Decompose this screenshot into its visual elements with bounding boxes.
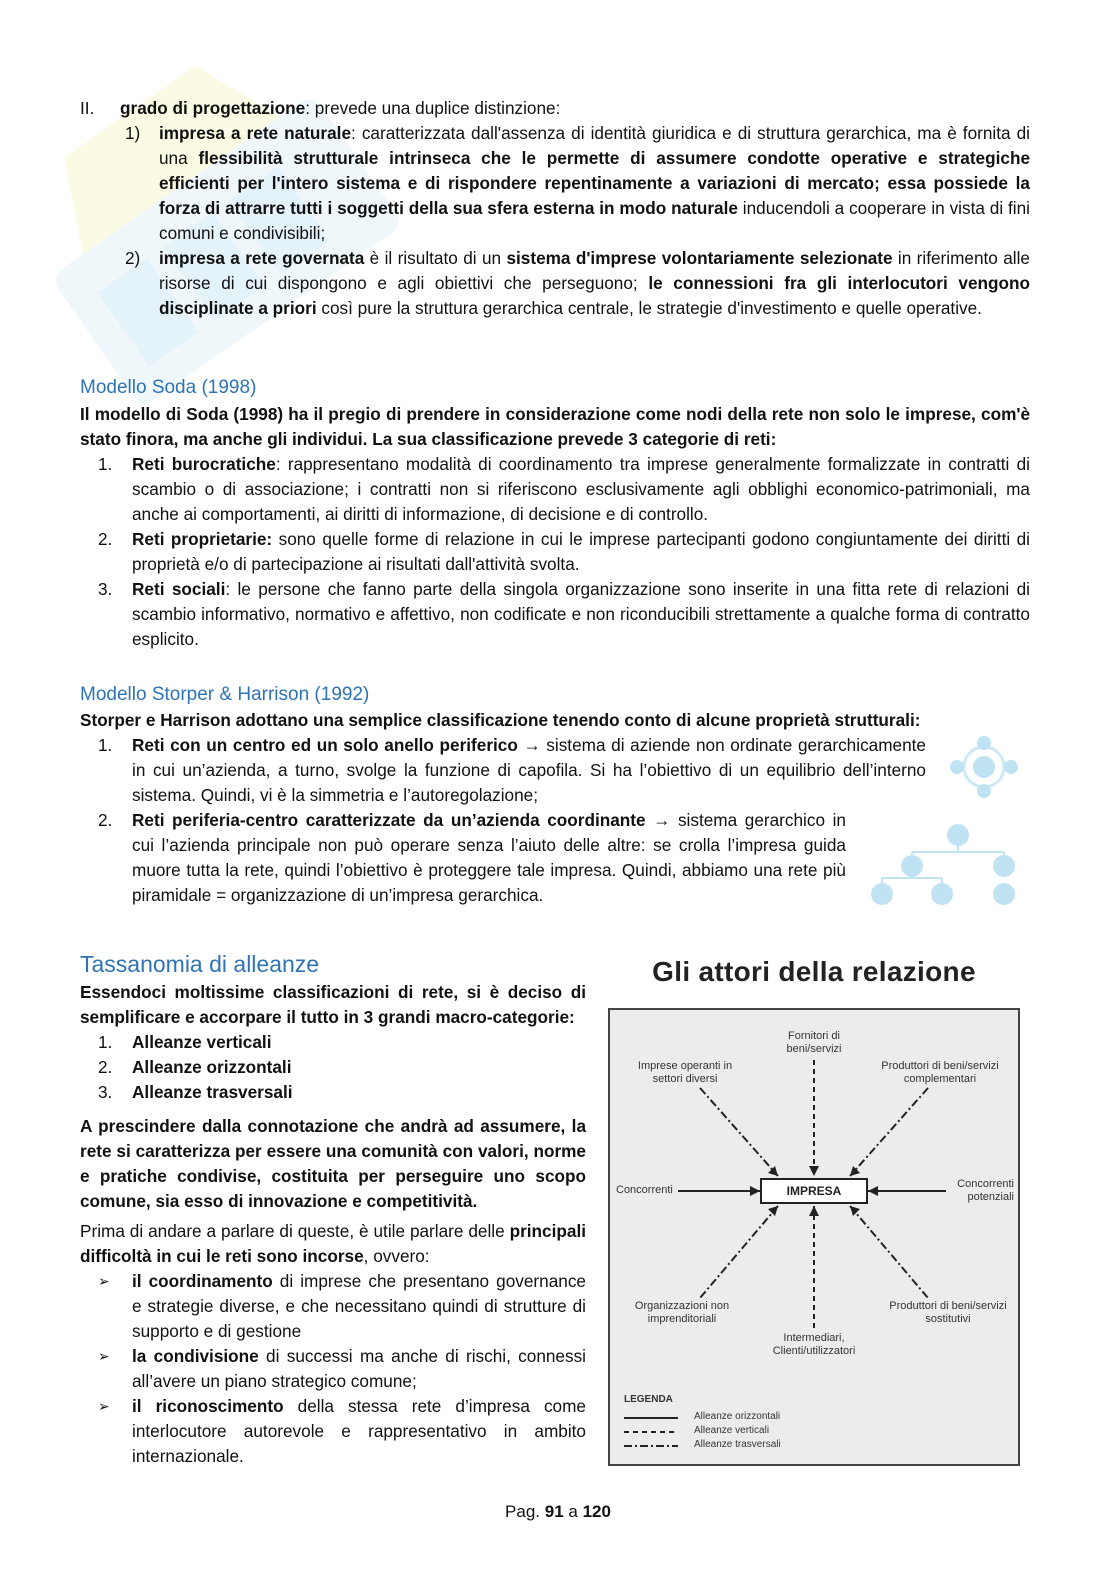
sub-item-number: 1) xyxy=(125,123,141,143)
bullet-lead: la condivisione xyxy=(132,1346,259,1366)
bullet-lead: il coordinamento xyxy=(132,1271,273,1291)
arrow-head xyxy=(850,1166,860,1176)
list-number: 2. xyxy=(98,1057,113,1077)
alleanza-label: Alleanze trasversali xyxy=(132,1082,293,1102)
para-text: , ovvero: xyxy=(363,1246,430,1266)
footer-prefix: Pag. xyxy=(505,1502,545,1521)
bullet-lead: il riconoscimento xyxy=(132,1396,284,1416)
arrow-bullet-icon: ➢ xyxy=(98,1398,110,1414)
sub-item-bold: le connessioni fra gli interlocutori vengono disciplinate a priori xyxy=(159,273,1030,318)
list-number: 3. xyxy=(98,1082,113,1102)
tassonomia-para-bold xyxy=(80,1114,586,1214)
arrow-head xyxy=(768,1166,778,1176)
list-text: sono quelle forme di relazione in cui le imprese partecipanti godono congiuntamente dei diritti di proprietà e/o di partecipazione ai risultati dall'attività svolta. xyxy=(132,529,1031,574)
label-concorrenti: Concorrenti xyxy=(616,1184,673,1196)
label-concorrenti-potenziali: Concorrenti potenziali xyxy=(957,1178,1014,1203)
roman-lead: grado di progettazione xyxy=(120,98,306,118)
sub-item-text: inducendoli a cooperare in vista di fini comuni e condivisibili; xyxy=(159,198,1030,243)
heading-tassonomia: Tassanomia di alleanze xyxy=(80,951,320,977)
label-organizzazioni: Organizzazioni non imprenditoriali xyxy=(634,1300,730,1325)
page-total: 120 xyxy=(582,1502,611,1521)
page-number: 91 xyxy=(544,1502,564,1521)
soda-intro-text: Il modello di Soda (1998) ha il pregio di prendere in considerazione come nodi della rete non solo le imprese, com'è stato finora, ma anche gli individui. La sua classificazione prevede 3 categorie di reti: xyxy=(80,404,1030,449)
list-text: → sistema gerarchico in cui l’azienda principale non può operare senza l’aiuto delle altre: se crolla l’impresa guida muore tutta la rete, quindi l’obiettivo è proteggere tale impresa. Quindi, abbiamo una rete più piramidale = organizzazione di un’impresa gerarchica. xyxy=(132,810,846,905)
legend-item: Alleanze trasversali xyxy=(694,1439,781,1450)
roman-rest: : prevede una duplice distinzione: xyxy=(305,98,561,118)
ring-network-icon xyxy=(946,734,1022,800)
sub-item-text: è il risultato di un xyxy=(364,248,507,268)
arrow-head xyxy=(809,1166,819,1176)
hierarchy-network-icon xyxy=(868,822,1020,908)
footer-mid: a xyxy=(563,1502,583,1521)
list-lead: Reti periferia-centro caratterizzate da un’azienda coordinante xyxy=(132,810,646,830)
bullet-item xyxy=(80,1394,586,1469)
arrow-bullet-icon: ➢ xyxy=(98,1273,110,1289)
label-imprese-settori: Imprese operanti in settori diversi xyxy=(637,1060,733,1085)
tassonomia-intro-text: Essendoci moltissime classificazioni di rete, si è deciso di semplificare e accorpare il tutto in 3 grandi macro-categorie: xyxy=(80,982,586,1027)
alleanza-item xyxy=(80,1030,586,1055)
section-tassonomia xyxy=(80,980,586,1469)
bullet-text: di imprese che presentano governance e strategie diverse, e che necessitano quindi di strutture di supporto e di gestione xyxy=(132,1271,586,1341)
bullet-text: di successi ma anche di rischi, connessi all’avere un piano strategico comune; xyxy=(132,1346,587,1391)
roman-number: II. xyxy=(80,98,95,118)
alleanza-item xyxy=(80,1055,586,1080)
sub-item-text: : caratterizzata dall'assenza di identità giuridica e di struttura gerarchica, ma è fornita di una xyxy=(159,123,1030,168)
sub-item-bold: flessibilità strutturale intrinseca che le permette di assumere condotte operative e strategiche efficienti per l'intero sistema e di rispondere repentinamente a variazioni di mercato; essa possiede la forza di attrarre tutti i soggetti della sua sfera esterna in modo naturale xyxy=(159,148,1031,218)
heading-storper: Modello Storper & Harrison (1992) xyxy=(80,684,370,705)
list-lead: Reti sociali xyxy=(132,579,226,599)
legend-item: Alleanze orizzontali xyxy=(694,1411,781,1422)
actors-diagram xyxy=(608,1008,1020,1466)
bullet-item xyxy=(80,1344,586,1394)
arrow-head xyxy=(809,1206,819,1216)
list-text: : le persone che fanno parte della singola organizzazione sono inserite in una fitta rete di relazioni di scambio informativo, normativo e affettivo, non codificate e non riconducibili strettamente a qualche forma di contratto esplicito. xyxy=(132,579,1030,649)
list-number: 1. xyxy=(98,1032,113,1052)
sub-item-text: così pure la struttura gerarchica centrale, le strategie d'investimento e quelle operative. xyxy=(316,298,982,318)
arrow-head xyxy=(750,1186,760,1196)
list-lead: Reti proprietarie: xyxy=(132,529,273,549)
page-footer xyxy=(0,1502,1116,1522)
bullet-text: della stessa rete d’impresa come interlocutore autorevole e rappresentativo in ambito internazionale. xyxy=(132,1396,586,1466)
list-item xyxy=(80,733,926,808)
list-text: → sistema di aziende non ordinate gerarchicamente in cui un’azienda, a turno, svolge la funzione di capofila. Si ha l’obiettivo di un equilibrio dell’interno sistema. Quindi, vi è la simmetria e l’autoregolazione; xyxy=(132,735,926,805)
soda-intro xyxy=(80,402,1030,452)
storper-intro xyxy=(80,708,1030,733)
sub-item-number: 2) xyxy=(125,248,141,268)
list-text: : rappresentano modalità di coordinamento tra imprese generalmente formalizzate in contratti di scambio o di associazione; i contratti non si riferiscono esclusivamente agli obblighi economico-patrimoniali, ma anche ai comportamenti, ai diritti di informazione, di decisione e di controllo. xyxy=(132,454,1030,524)
sub-item-lead: impresa a rete naturale xyxy=(159,123,352,143)
sub-item-lead: impresa a rete governata xyxy=(159,248,365,268)
line-se xyxy=(850,1206,928,1298)
label-fornitori: Fornitori di beni/servizi xyxy=(786,1030,842,1055)
section-grado-progettazione xyxy=(80,96,1030,321)
impresa-node: IMPRESA xyxy=(760,1178,868,1204)
label-produttori-complementari: Produttori di beni/servizi complementari xyxy=(881,1060,999,1085)
alleanza-item xyxy=(80,1080,586,1105)
arrow-head xyxy=(868,1186,878,1196)
list-number: 1. xyxy=(98,454,113,474)
alleanza-label: Alleanze orizzontali xyxy=(132,1057,292,1077)
label-intermediari: Intermediari, Clienti/utilizzatori xyxy=(772,1332,856,1357)
sub-item-text: in riferimento alle risorse di cui dispongono e agli obiettivi che perseguono; xyxy=(159,248,1030,293)
tassonomia-intro xyxy=(80,980,586,1030)
legend-item: Alleanze verticali xyxy=(694,1425,770,1436)
tassonomia-para xyxy=(80,1219,586,1269)
list-number: 2. xyxy=(98,529,113,549)
list-number: 3. xyxy=(98,579,113,599)
sub-item-naturale xyxy=(80,121,1030,246)
storper-intro-text: Storper e Harrison adottano una semplice classificazione tenendo conto di alcune proprietà strutturali: xyxy=(80,710,921,730)
sub-item-bold: sistema d'imprese volontariamente selezionate xyxy=(506,248,893,268)
para-bold-text: A prescindere dalla connotazione che andrà ad assumere, la rete si caratterizza per essere una comunità con valori, norme e pratiche condivise, costituita per perseguire uno scopo comune, sia esso di innovazione e competitività. xyxy=(80,1116,586,1211)
arrow-bullet-icon: ➢ xyxy=(98,1348,110,1364)
list-item xyxy=(80,452,1030,527)
para-bold: principali difficoltà in cui le reti sono incorse xyxy=(80,1221,586,1266)
sub-item-governata xyxy=(80,246,1030,321)
alleanza-label: Alleanze verticali xyxy=(132,1032,272,1052)
legend-title: LEGENDA xyxy=(624,1394,673,1405)
bullet-item xyxy=(80,1269,586,1344)
line-sw xyxy=(700,1206,778,1298)
section-soda xyxy=(80,402,1030,652)
label-produttori-sostitutivi: Produttori di beni/servizi sostitutivi xyxy=(889,1300,1007,1325)
list-lead: Reti burocratiche xyxy=(132,454,276,474)
list-item xyxy=(80,808,846,908)
list-number: 2. xyxy=(98,810,113,830)
list-lead: Reti con un centro ed un solo anello periferico xyxy=(132,735,518,755)
para-text: Prima di andare a parlare di queste, è utile parlare delle xyxy=(80,1221,510,1241)
line-nw xyxy=(700,1088,778,1176)
list-item xyxy=(80,527,1030,577)
diagram-title: Gli attori della relazione xyxy=(652,956,976,987)
line-ne xyxy=(850,1088,928,1176)
list-number: 1. xyxy=(98,735,113,755)
heading-soda: Modello Soda (1998) xyxy=(80,377,257,398)
list-item xyxy=(80,577,1030,652)
roman-item xyxy=(80,96,1030,121)
